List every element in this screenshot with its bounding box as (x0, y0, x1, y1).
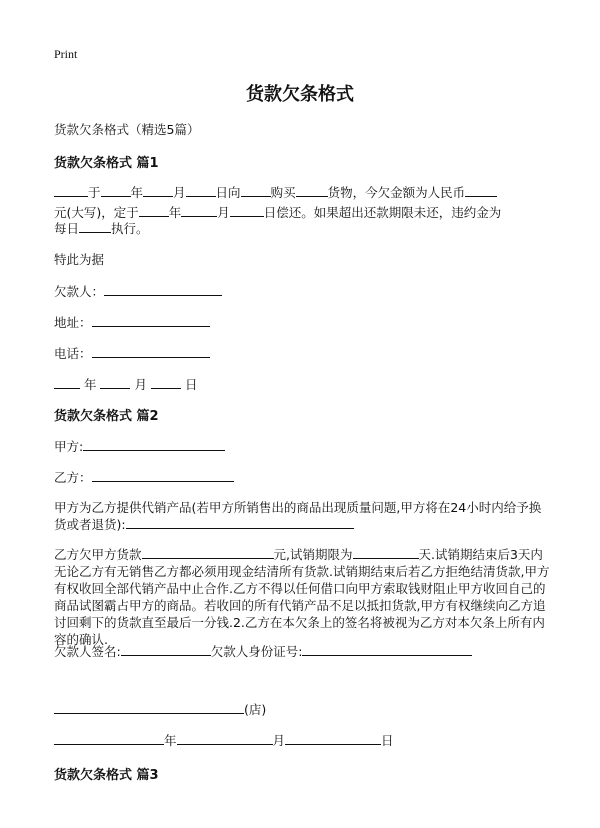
party-a-line (83, 438, 225, 451)
shop-line (54, 701, 244, 714)
section1-line3: 每日 执行。 (54, 221, 149, 236)
address-line (92, 314, 210, 327)
party-b-label: 乙方： (54, 470, 92, 485)
phone-label: 电话： (54, 346, 92, 361)
party-a-field (54, 437, 225, 455)
section1-line1: 于 年 月 日向 购买 货物，今欠金额为人民币 (54, 183, 497, 201)
debtor-line (104, 283, 222, 296)
id-line (302, 643, 472, 656)
section1-heading: 货款欠条格式 篇1 (54, 156, 159, 171)
party-b-line (92, 469, 234, 482)
section2-date: 年 月 日 (54, 731, 394, 749)
shop-row (54, 700, 266, 718)
special-note: 特此为据 (54, 252, 105, 267)
section1-line2: 元(大写)，定于 年 月 日偿还。如果超出还款期限未还，违约金为 (54, 205, 502, 220)
party-a-label: 甲方: (54, 439, 84, 454)
phone-line (92, 345, 210, 358)
section1-date: 年 月 日 (54, 375, 197, 393)
section3-heading: 货款欠条格式 篇3 (54, 768, 159, 783)
sign-line (121, 643, 211, 656)
address-label: 地址： (54, 315, 92, 330)
signature-row (54, 642, 472, 660)
party-b-field (54, 468, 234, 486)
debt-paragraph: 乙方欠甲方货款 元,试销期限为 天.试销期结束后3天内无论乙方有无销售乙方都必须用现金结清所有货款.试销期结束后若乙方拒绝结清货款,甲方有权收回全部代销产品中止合作.乙方不得以任何借口向甲方索取钱财阻止甲方收回自己的商品试图霸占甲方的商品。若收回的所有代销产品不足以抵扣货款,甲方有权继续向乙方追讨回剩下的货款直至最后一分钱.2.乙方在本欠条上的签名将被视为乙方对本欠条上所有内容的确认. (54, 547, 550, 647)
address-field (54, 313, 210, 331)
document-title: 货款欠条格式 (246, 84, 354, 105)
debtor-field (54, 282, 222, 300)
document-subtitle: 货款欠条格式（精选5篇） (54, 122, 200, 137)
id-label: 欠款人身份证号: (210, 644, 303, 659)
debtor-label: 欠款人： (54, 284, 105, 299)
shop-label: (店) (244, 702, 267, 717)
consignment-paragraph: 甲方为乙方提供代销产品(若甲方所销售出的商品出现质量问题,甲方将在24小时内给予换货或者退货): (54, 500, 542, 532)
phone-field (54, 344, 210, 362)
sign-label: 欠款人签名: (54, 644, 121, 659)
print-link[interactable]: Print (54, 47, 78, 61)
section2-heading: 货款欠条格式 篇2 (54, 409, 159, 424)
